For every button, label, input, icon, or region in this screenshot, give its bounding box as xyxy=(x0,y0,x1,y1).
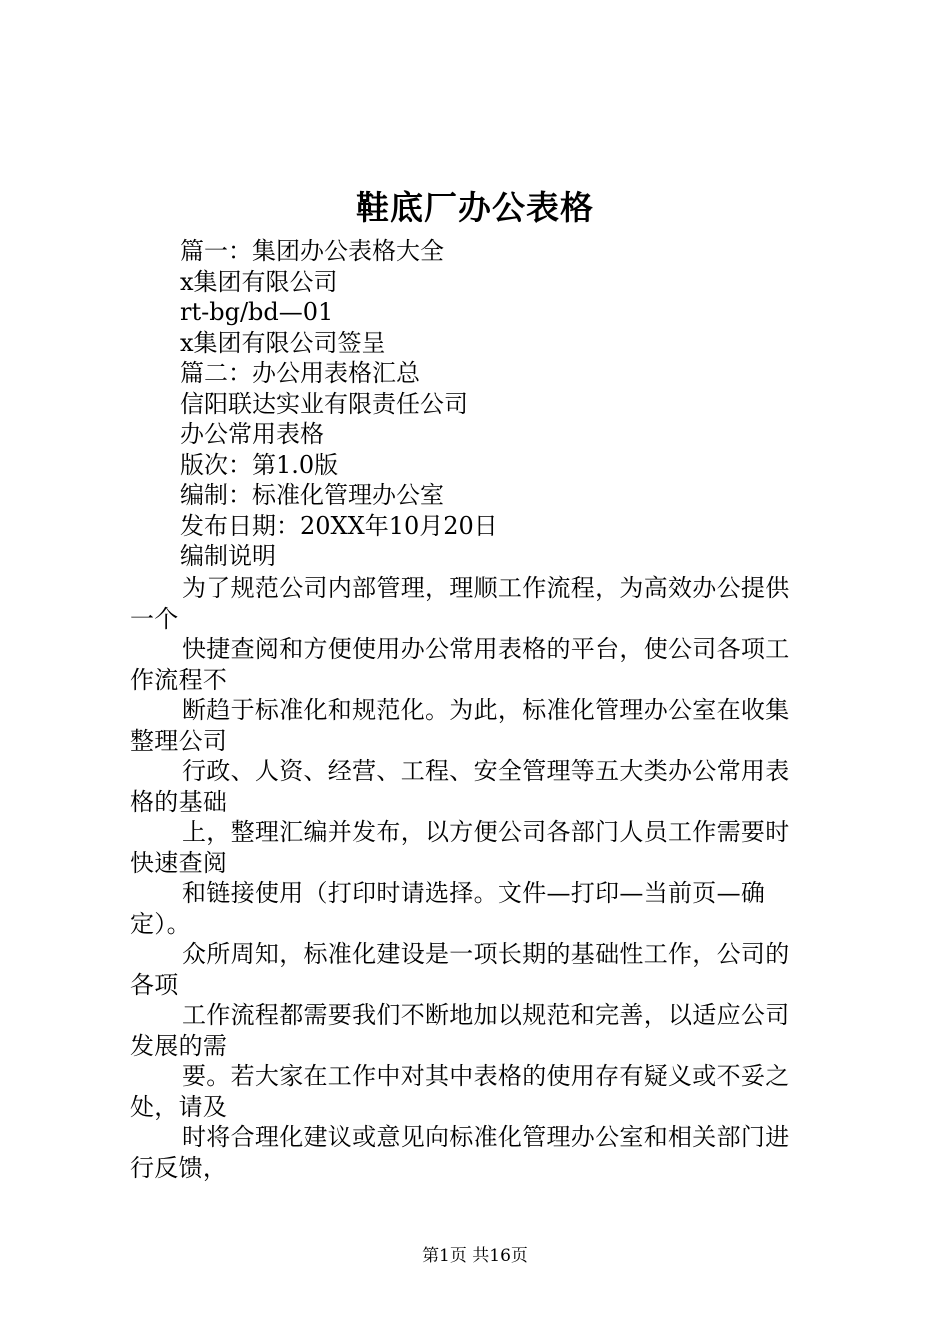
page-footer: 第1页 共16页 xyxy=(422,1246,528,1266)
paragraph-line-wrap: 格的基础 xyxy=(130,787,228,816)
header-line: 信阳联达实业有限责任公司 xyxy=(180,389,468,418)
paragraph-line-wrap: 快速查阅 xyxy=(130,848,228,877)
header-line: x集团有限公司 xyxy=(180,267,338,296)
paragraph-line: 快捷查阅和方便使用办公常用表格的平台，使公司各项工 xyxy=(182,635,790,663)
paragraph-line: 众所周知，标准化建设是一项长期的基础性工作，公司的 xyxy=(182,940,790,968)
paragraph-line-wrap: 整理公司 xyxy=(130,726,228,755)
header-line: 编制：标准化管理办公室 xyxy=(180,481,444,509)
paragraph-line: 时将合理化建议或意见向标准化管理办公室和相关部门进 xyxy=(182,1123,790,1151)
header-line: x集团有限公司签呈 xyxy=(180,328,386,357)
paragraph-line: 断趋于标准化和规范化。为此，标准化管理办公室在收集 xyxy=(182,696,790,724)
header-line: rt-bg/bd—01 xyxy=(180,298,334,326)
header-line: 版次：第1.0版 xyxy=(180,450,339,479)
paragraph xyxy=(130,573,836,634)
paragraph xyxy=(130,878,836,939)
paragraph-line: 和链接使用（打印时请选择。文件—打印—当前页—确 xyxy=(182,879,766,907)
paragraph xyxy=(130,817,836,878)
paragraph-line: 要。若大家在工作中对其中表格的使用存有疑义或不妥之 xyxy=(182,1062,790,1090)
paragraph xyxy=(130,695,836,756)
paragraph-line-wrap: 发展的需 xyxy=(130,1031,228,1060)
paragraph-line-wrap: 处，请及 xyxy=(130,1092,228,1121)
paragraph xyxy=(130,1122,836,1183)
document-title: 鞋底厂办公表格 xyxy=(356,188,594,227)
header-line: 发布日期：20XX年10月20日 xyxy=(180,511,498,540)
paragraph xyxy=(130,1061,836,1122)
paragraph-line: 上，整理汇编并发布，以方便公司各部门人员工作需要时 xyxy=(182,818,790,846)
paragraph-line: 为了规范公司内部管理，理顺工作流程，为高效办公提供 xyxy=(182,574,790,602)
body-text xyxy=(130,573,836,1183)
paragraph xyxy=(130,634,836,695)
paragraph-line-wrap: 作流程不 xyxy=(130,665,228,694)
paragraph xyxy=(130,756,836,817)
paragraph xyxy=(130,939,836,1000)
paragraph-line: 工作流程都需要我们不断地加以规范和完善，以适应公司 xyxy=(182,1001,790,1029)
header-line: 办公常用表格 xyxy=(180,420,324,448)
paragraph-line-wrap: 各项 xyxy=(130,970,179,999)
header-line: 篇一：集团办公表格大全 xyxy=(180,237,444,265)
paragraph-line-wrap: 一个 xyxy=(130,604,179,633)
header-line: 篇二：办公用表格汇总 xyxy=(180,359,420,387)
paragraph-line-wrap: 定）。 xyxy=(130,909,191,938)
paragraph xyxy=(130,1000,836,1061)
paragraph-line: 行政、人资、经营、工程、安全管理等五大类办公常用表 xyxy=(182,757,790,785)
paragraph-line-wrap: 行反馈， xyxy=(130,1153,228,1182)
header-line: 编制说明 xyxy=(180,542,276,570)
header-lines xyxy=(180,236,840,572)
